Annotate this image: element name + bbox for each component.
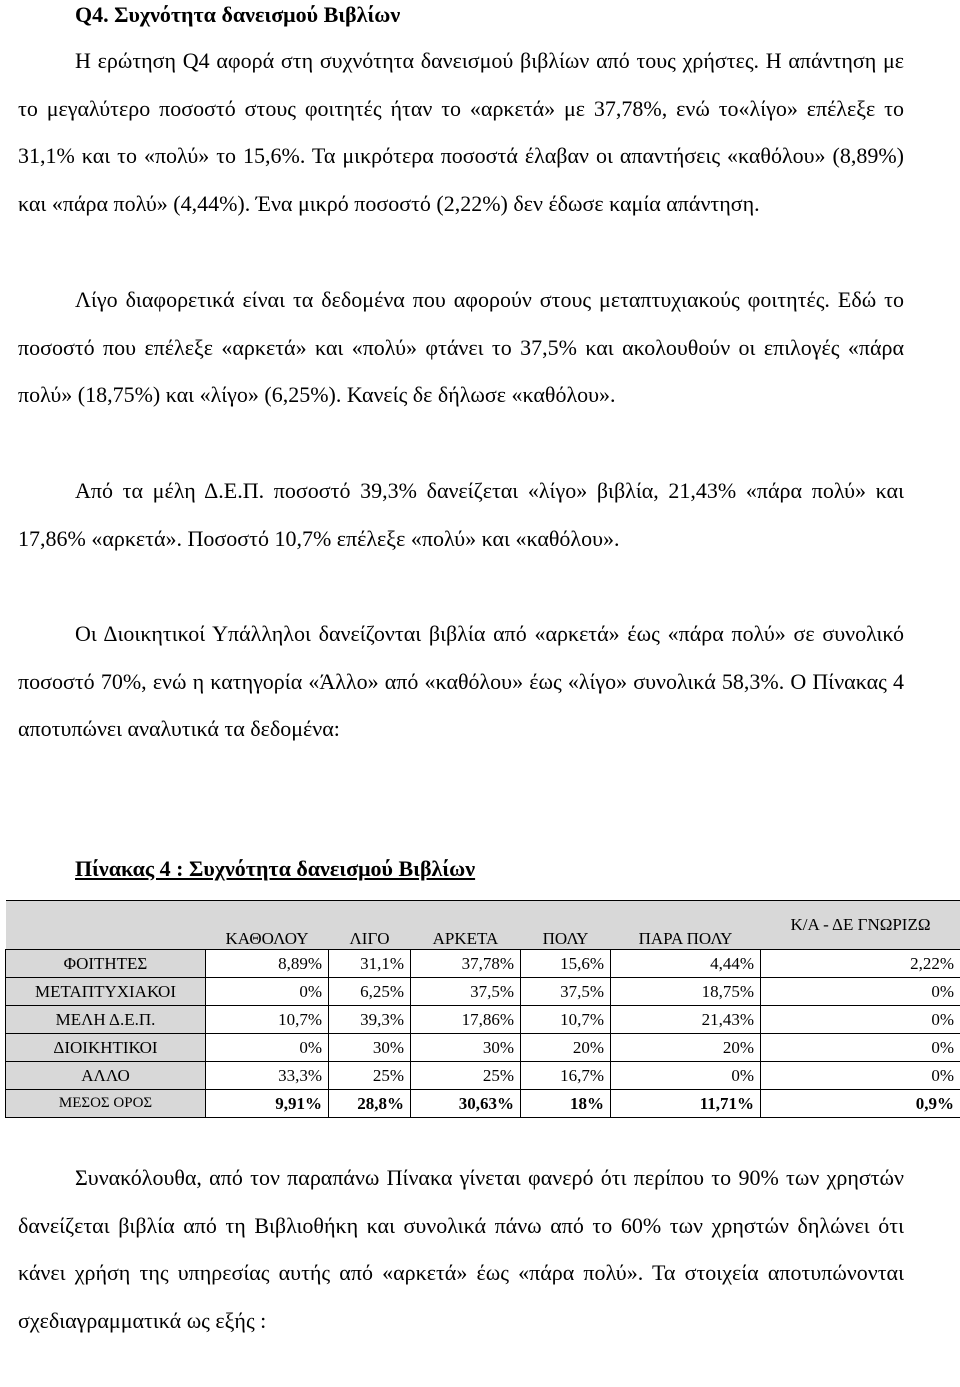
table-cell: 0%	[611, 1062, 761, 1090]
row-label: ΜΕΣΟΣ ΟΡΟΣ	[6, 1090, 206, 1118]
row-label: ΜΕΤΑΠΤΥΧΙΑΚΟΙ	[6, 978, 206, 1006]
table-cell: 21,43%	[611, 1006, 761, 1034]
table-cell: 31,1%	[329, 950, 411, 978]
paragraph-postgraduates: Λίγο διαφορετικά είναι τα δεδομένα που αφορούν στους μεταπτυχιακούς φοιτητές. Εδώ το ποσοστό που επέλεξε «αρκετά» και «πολύ» φτάνει το 37,5% και ακολουθούν οι επιλογές «πάρα πολύ» (18,75%) και «λίγο» (6,25%). Κανείς δε δήλωσε «καθόλου».	[18, 287, 904, 407]
row-label: ΦΟΙΤΗΤΕΣ	[6, 950, 206, 978]
table-cell: 2,22%	[761, 950, 960, 978]
table-cell: 25%	[329, 1062, 411, 1090]
table-row-average	[6, 1090, 960, 1118]
table-cell: 30%	[411, 1034, 521, 1062]
table-cell: 30%	[329, 1034, 411, 1062]
table-cell: 0%	[761, 1006, 960, 1034]
table-cell: 8,89%	[206, 950, 329, 978]
table-cell: 33,3%	[206, 1062, 329, 1090]
table-cell: 11,71%	[611, 1090, 761, 1118]
table-cell: 10,7%	[206, 1006, 329, 1034]
table-cell: 37,78%	[411, 950, 521, 978]
table-cell: 0%	[206, 1034, 329, 1062]
table-cell: 0%	[761, 1034, 960, 1062]
table-cell: 20%	[611, 1034, 761, 1062]
header-cell: ΚΑΘΟΛΟΥ	[206, 901, 329, 950]
table-cell: 39,3%	[329, 1006, 411, 1034]
table-cell: 37,5%	[411, 978, 521, 1006]
table-cell: 10,7%	[521, 1006, 611, 1034]
table-row	[6, 978, 960, 1006]
paragraph-conclusion: Συνακόλουθα, από τον παραπάνω Πίνακα γίνεται φανερό ότι περίπου το 90% των χρηστών δανείζεται βιβλία από τη Βιβλιοθήκη και συνολικά πάνω από το 60% των χρηστών δηλώνει ότι κάνει χρήση της υπηρεσίας αυτής από «αρκετά» έως «πάρα πολύ». Τα στοιχεία αποτυπώνονται σχεδιαγραμματικά ως εξής :	[18, 1165, 904, 1333]
header-cell: ΑΡΚΕΤΑ	[411, 901, 521, 950]
header-cell: ΛΙΓΟ	[329, 901, 411, 950]
paragraph-students: Η ερώτηση Q4 αφορά στη συχνότητα δανεισμού βιβλίων από τους χρήστες. Η απάντηση με το μεγαλύτερο ποσοστό στους φοιτητές ήταν το «αρκετά» με 37,78%, ενώ το«λίγο» επέλεξε το 31,1% και το «πολύ» το 15,6%. Τα μικρότερα ποσοστά έλαβαν οι απαντήσεις «καθόλου» (8,89%) και «πάρα πολύ» (4,44%). Ένα μικρό ποσοστό (2,22%) δεν έδωσε καμία απάντηση.	[18, 48, 904, 216]
table-row	[6, 1034, 960, 1062]
table-cell: 30,63%	[411, 1090, 521, 1118]
table-cell: 0%	[761, 978, 960, 1006]
header-cell: Κ/Α - ΔΕ ΓΝΩΡΙΖΩ	[761, 901, 960, 950]
table-cell: 0,9%	[761, 1090, 960, 1118]
table-cell: 16,7%	[521, 1062, 611, 1090]
table-header-row	[6, 901, 960, 950]
table-row	[6, 1062, 960, 1090]
header-cell: ΠΟΛΥ	[521, 901, 611, 950]
row-label: ΔΙΟΙΚΗΤΙΚΟΙ	[6, 1034, 206, 1062]
table-cell: 0%	[761, 1062, 960, 1090]
table-cell: 15,6%	[521, 950, 611, 978]
table-cell: 25%	[411, 1062, 521, 1090]
table-cell: 18%	[521, 1090, 611, 1118]
section-heading: Q4. Συχνότητα δανεισμού Βιβλίων	[75, 2, 401, 27]
table-cell: 20%	[521, 1034, 611, 1062]
table-cell: 28,8%	[329, 1090, 411, 1118]
table-cell: 4,44%	[611, 950, 761, 978]
table-cell: 37,5%	[521, 978, 611, 1006]
table-cell: 6,25%	[329, 978, 411, 1006]
paragraph-faculty: Από τα μέλη Δ.Ε.Π. ποσοστό 39,3% δανείζεται «λίγο» βιβλία, 21,43% «πάρα πολύ» και 17,86% «αρκετά». Ποσοστό 10,7% επέλεξε «πολύ» και «καθόλου».	[18, 478, 904, 551]
table-row	[6, 950, 960, 978]
table-caption: Πίνακας 4 : Συχνότητα δανεισμού Βιβλίων	[75, 856, 476, 881]
table-cell: 18,75%	[611, 978, 761, 1006]
row-label: ΑΛΛΟ	[6, 1062, 206, 1090]
header-cell: ΠΑΡΑ ΠΟΛΥ	[611, 901, 761, 950]
table-row	[6, 1006, 960, 1034]
header-cell-empty	[6, 901, 206, 950]
paragraph-administrative: Οι Διοικητικοί Υπάλληλοι δανείζονται βιβλία από «αρκετά» έως «πάρα πολύ» σε συνολικό ποσοστό 70%, ενώ η κατηγορία «Άλλο» από «καθόλου» έως «λίγο» συνολικά 58,3%. Ο Πίνακας 4 αποτυπώνει αναλυτικά τα δεδομένα:	[18, 621, 904, 741]
row-label: ΜΕΛΗ Δ.Ε.Π.	[6, 1006, 206, 1034]
frequency-table	[5, 900, 960, 1118]
table-cell: 0%	[206, 978, 329, 1006]
table-cell: 17,86%	[411, 1006, 521, 1034]
table-cell: 9,91%	[206, 1090, 329, 1118]
